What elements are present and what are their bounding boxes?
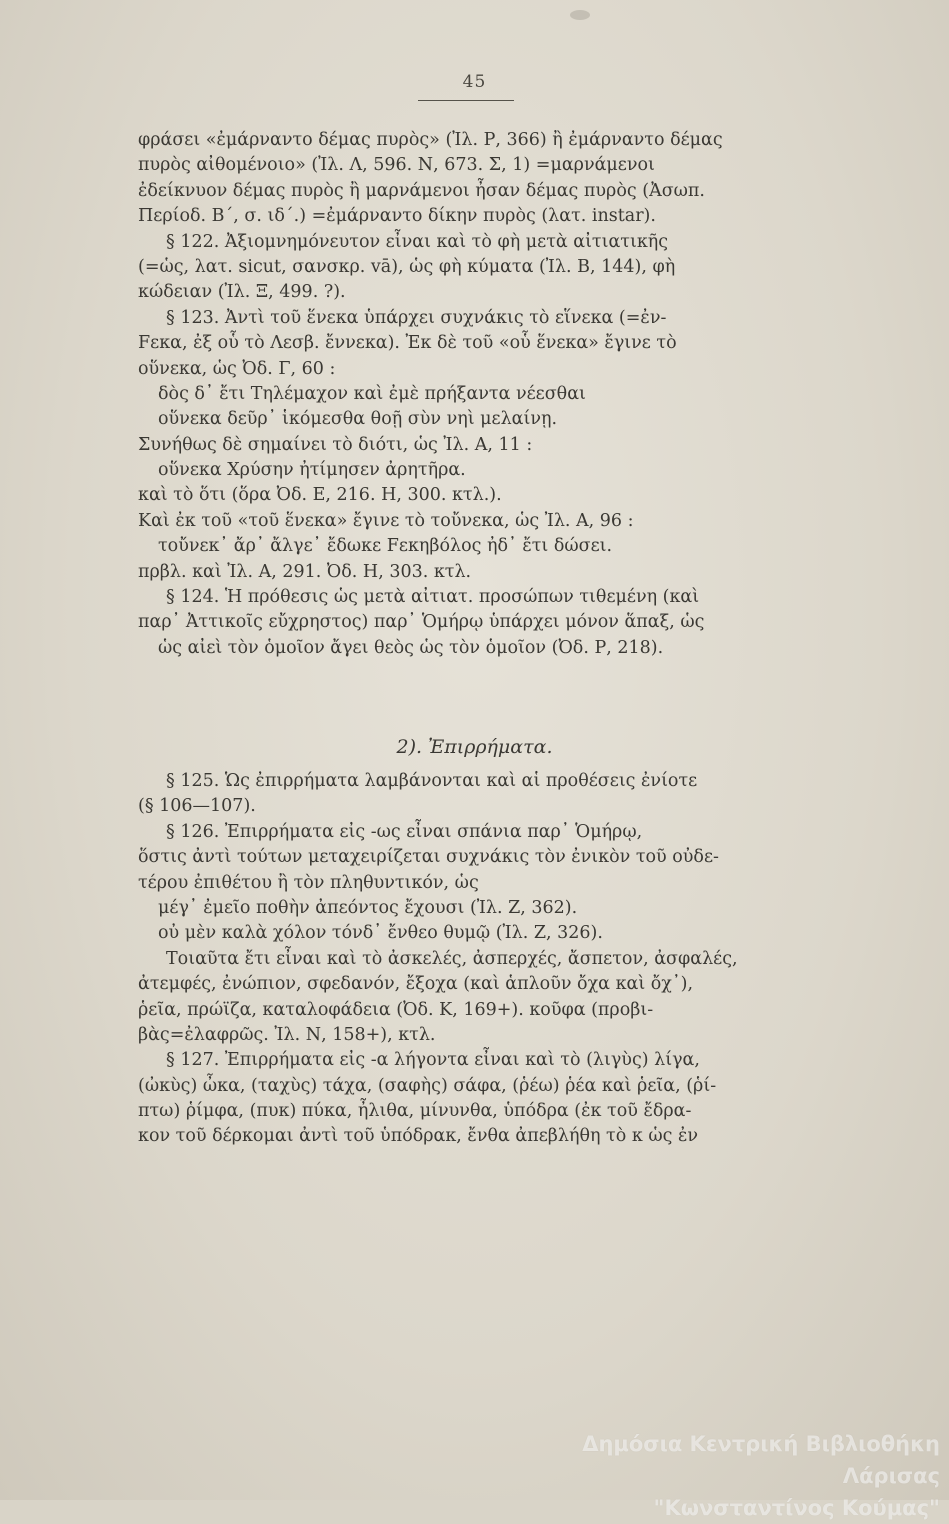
text-line: Τοιαῦτα ἔτι εἶναι καὶ τὸ ἀσκελές, ἀσπερχές, ἄσπετον, ἀσφαλές, [166, 948, 738, 969]
body-text-part2 [138, 769, 814, 1150]
text-line: Καὶ ἐκ τοῦ «τοῦ ἕνεκα» ἔγινε τὸ τοὔνεκα, ὡς Ἰλ. Α, 96 : [138, 510, 634, 531]
text-line: (=ὡς, λατ. sicut, σανσκρ. vā), ὡς φὴ κύματα (Ἰλ. Β, 144), φὴ [138, 256, 676, 277]
text-line: ὅστις ἀντὶ τούτων μεταχειρίζεται συχνάκις τὸν ἐνικὸν τοῦ οὐδε- [138, 847, 719, 868]
paragraph-123: § 123. Ἀντὶ τοῦ ἕνεκα ὑπάρχει συχνάκις τὸ εἵνεκα (=ἐν- [166, 307, 667, 328]
page-smudge [570, 10, 590, 20]
paragraph-127: § 127. Ἐπιρρήματα εἰς -α λήγοντα εἶναι καὶ τὸ (λιγὺς) λίγα, [166, 1050, 700, 1071]
text-line: ῥεῖα, πρώϊζα, καταλοφάδεια (Ὀδ. Κ, 169+). κοῦφα (προβι- [138, 999, 654, 1020]
text-line: βὰς=ἐλαφρῶς. Ἰλ. Ν, 158+), κτλ. [138, 1024, 436, 1045]
text-line: φράσει «ἐμάρναντο δέμας πυρὸς» (Ἰλ. Ρ, 366) ἢ ἐμάρναντο δέμας [138, 130, 723, 150]
text-line: ἀτεμφές, ἐνώπιον, σφεδανόν, ἔξοχα (καὶ ἁπλοῦν ὄχα καὶ ὄχ᾽), [138, 974, 694, 995]
verse-line: δὸς δ᾽ ἔτι Τηλέμαχον καὶ ἐμὲ πρήξαντα νέεσθαι [158, 383, 586, 404]
text-line: πτω) ῥίμφα, (πυκ) πύκα, ἦλιθα, μίνυνθα, ὑπόδρα (ἐκ τοῦ ἔδρα- [138, 1101, 692, 1122]
verse-line: τοὔνεκ᾽ ἄρ᾽ ἄλγε᾽ ἔδωκε Fεκηβόλος ἠδ᾽ ἔτι δώσει. [158, 536, 613, 557]
text-line: παρ᾽ Ἀττικοῖς εὔχρηστος) παρ᾽ Ὁμήρῳ ὑπάρχει μόνον ἅπαξ, ὡς [138, 612, 705, 633]
verse-line: οὐ μὲν καλὰ χόλον τόνδ᾽ ἔνθεο θυμῷ (Ἰλ. Ζ, 326). [158, 923, 603, 944]
text-line: Συνήθως δὲ σημαίνει τὸ διότι, ὡς Ἰλ. Α, 11 : [138, 434, 533, 455]
paragraph-126: § 126. Ἐπιρρήματα εἰς -ως εἶναι σπάνια παρ᾽ Ὁμήρῳ, [166, 821, 643, 842]
text-line: οὕνεκα, ὡς Ὀδ. Γ, 60 : [138, 358, 336, 379]
paragraph-122: § 122. Ἀξιομνημόνευτον εἶναι καὶ τὸ φὴ μετὰ αἰτιατικῆς [166, 231, 669, 252]
text-line: Περίοδ. Β΄, σ. ιδ΄.) =ἐμάρναντο δίκην πυρὸς (λατ. instar). [138, 206, 656, 227]
library-watermark [560, 1428, 940, 1524]
text-line: τέρου ἐπιθέτου ἢ τὸν πληθυντικόν, ὡς [138, 872, 479, 893]
verse-line: ὡς αἰεὶ τὸν ὁμοῖον ἄγει θεὸς ὡς τὸν ὁμοῖον (Ὀδ. Ρ, 218). [158, 637, 664, 658]
header-rule [418, 100, 514, 101]
section-heading: 2). Ἐπιρρήματα. [396, 736, 553, 758]
text-line: πυρὸς αἰθομένοιο» (Ἰλ. Λ, 596. Ν, 673. Σ, 1) =μαρνάμενοι [138, 155, 655, 176]
text-line: (ὠκὺς) ὦκα, (ταχὺς) τάχα, (σαφὴς) σάφα, (ῥέω) ῥέα καὶ ῥεῖα, (ῥί- [138, 1075, 717, 1096]
text-line: Fεκα, ἐξ οὗ τὸ Λεσβ. ἔννεκα). Ἐκ δὲ τοῦ «οὗ ἕνεκα» ἔγινε τὸ [138, 333, 677, 354]
text-line: (§ 106—107). [138, 796, 256, 817]
paragraph-124: § 124. Ἡ πρόθεσις ὡς μετὰ αἰτιατ. προσώπων τιθεμένη (καὶ [166, 587, 700, 608]
verse-line: οὕνεκα Χρύσην ἠτίμησεν ἀρητῆρα. [158, 460, 466, 481]
text-line: κώδειαν (Ἰλ. Ξ, 499. ?). [138, 282, 346, 303]
verse-line: μέγ᾽ ἐμεῖο ποθὴν ἀπεόντος ἔχουσι (Ἰλ. Ζ, 362). [158, 897, 578, 918]
paragraph-125: § 125. Ὡς ἐπιρρήματα λαμβάνονται καὶ αἱ προθέσεις ἐνίοτε [166, 771, 698, 791]
watermark-line: "Κωνσταντίνος Κούμας" [653, 1496, 940, 1520]
verse-line: οὕνεκα δεῦρ᾽ ἱκόμεσθα θοῇ σὺν νηὶ μελαίνῃ. [158, 409, 558, 430]
body-text-part1 [138, 128, 814, 661]
text-line: κον τοῦ δέρκομαι ἀντὶ τοῦ ὑπόδρακ, ἔνθα ἀπεβλήθη τὸ κ ὡς ἐν [138, 1126, 698, 1147]
page-number: 45 [462, 72, 487, 92]
text-line: πρβλ. καὶ Ἰλ. Α, 291. Ὀδ. Η, 303. κτλ. [138, 561, 472, 582]
text-line: καὶ τὸ ὅτι (ὅρα Ὀδ. Ε, 216. Η, 300. κτλ.). [138, 485, 502, 506]
watermark-line: Δημόσια Κεντρική Βιβλιοθήκη Λάρισας [582, 1432, 940, 1488]
text-line: ἐδείκνυον δέμας πυρὸς ἢ μαρνάμενοι ἦσαν δέμας πυρὸς (Ἀσωπ. [138, 180, 705, 201]
